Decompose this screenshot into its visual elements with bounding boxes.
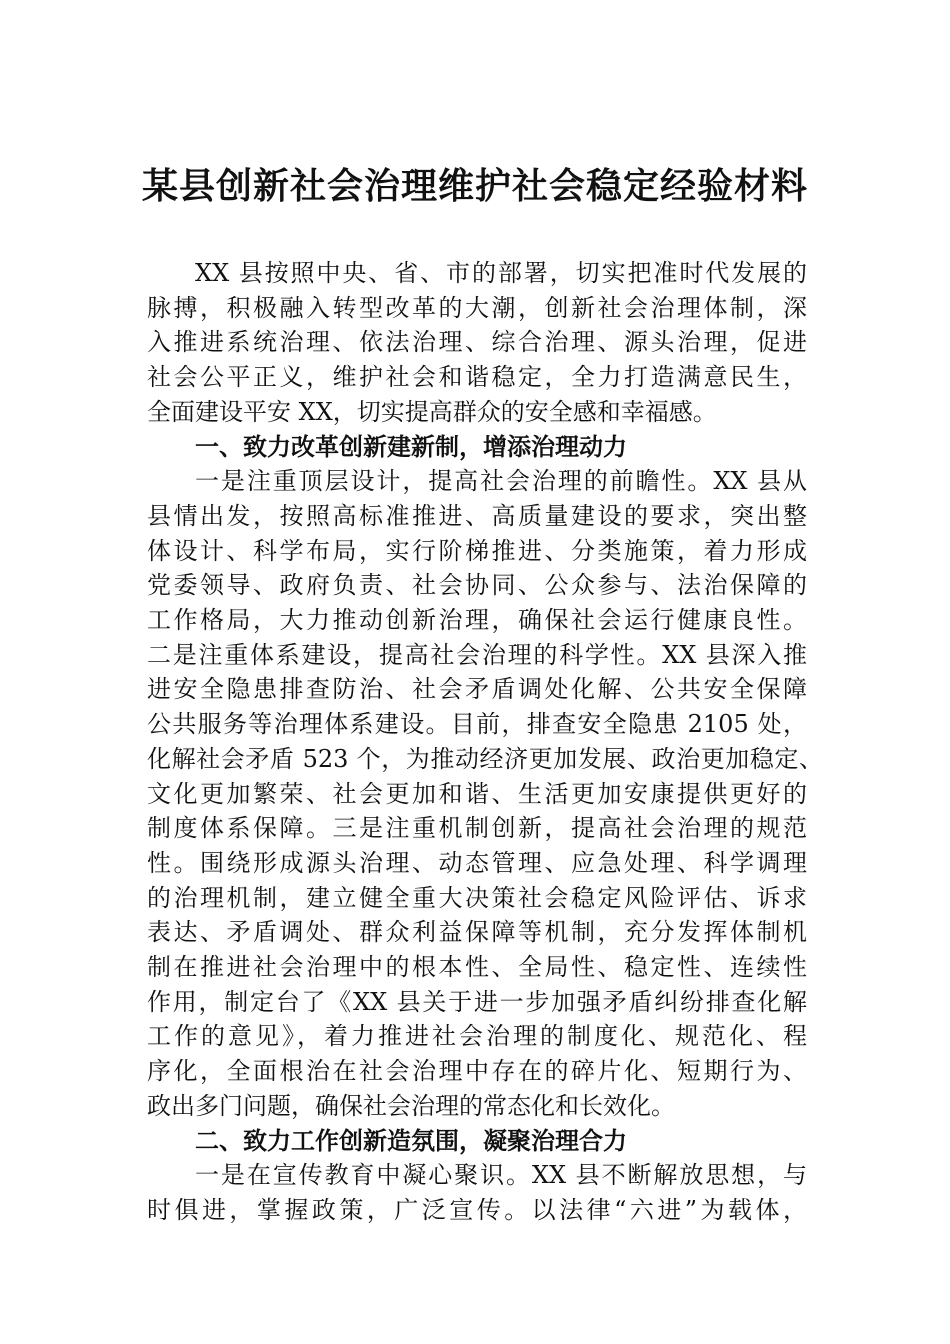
paragraph-line: 表达、矛盾调处、群众利益保障等机制，充分发挥体制机 bbox=[147, 918, 807, 947]
paragraph-line: XX 县按照中央、省、市的部署，切实把准时代发展的 bbox=[195, 259, 807, 287]
paragraph-line: 时俱进，掌握政策，广泛宣传。以法律“六进”为载体， bbox=[147, 1195, 807, 1224]
document-title: 某县创新社会治理维护社会稳定经验材料 bbox=[141, 165, 808, 207]
paragraph-line: 社会公平正义，维护社会和谐稳定，全力打造满意民生， bbox=[147, 363, 807, 392]
section-heading: 一、致力改革创新建新制，增添治理动力 bbox=[195, 432, 627, 461]
paragraph-line: 政出多门问题，确保社会治理的常态化和长效化。 bbox=[147, 1091, 675, 1120]
paragraph-line: 脉搏，积极融入转型改革的大潮，创新社会治理体制，深 bbox=[147, 293, 807, 322]
paragraph-line: 文化更加繁荣、社会更加和谐、生活更加安康提供更好的 bbox=[147, 779, 807, 808]
paragraph-line: 化解社会矛盾 523 个，为推动经济更加发展、政治更加稳定、 bbox=[147, 744, 823, 773]
paragraph-line: 公共服务等治理体系建设。目前，排查安全隐患 2105 处， bbox=[147, 710, 807, 739]
paragraph-line: 全面建设平安 XX，切实提高群众的安全感和幸福感。 bbox=[147, 397, 717, 426]
paragraph-line: 制度体系保障。三是注重机制创新，提高社会治理的规范 bbox=[147, 814, 807, 843]
paragraph-line: 制在推进社会治理中的根本性、全局性、稳定性、连续性 bbox=[147, 953, 807, 981]
paragraph-line: 序化，全面根治在社会治理中存在的碎片化、短期行为、 bbox=[147, 1057, 807, 1086]
paragraph-line: 党委领导、政府负责、社会协同、公众参与、法治保障的 bbox=[147, 571, 807, 600]
section-heading: 二、致力工作创新造氛围，凝聚治理合力 bbox=[195, 1126, 627, 1155]
paragraph-line: 一是注重顶层设计，提高社会治理的前瞻性。XX 县从 bbox=[195, 467, 807, 496]
paragraph-line: 二是注重体系建设，提高社会治理的科学性。XX 县深入推 bbox=[147, 640, 807, 669]
paragraph-line: 的治理机制，建立健全重大决策社会稳定风险评估、诉求 bbox=[147, 883, 807, 912]
paragraph-line: 入推进系统治理、依法治理、综合治理、源头治理，促进 bbox=[147, 328, 807, 357]
paragraph-line: 作用，制定台了《XX 县关于进一步加强矛盾纠纷排查化解 bbox=[147, 987, 807, 1016]
paragraph-line: 工作的意见》，着力推进社会治理的制度化、规范化、程 bbox=[147, 1022, 807, 1051]
paragraph-line: 工作格局，大力推动创新治理，确保社会运行健康良性。 bbox=[147, 606, 807, 634]
paragraph-line: 县情出发，按照高标准推进、高质量建设的要求，突出整 bbox=[147, 501, 807, 530]
paragraph-line: 一是在宣传教育中凝心聚识。XX 县不断解放思想，与 bbox=[195, 1161, 807, 1190]
paragraph-line: 体设计、科学布局，实行阶梯推进、分类施策，着力形成 bbox=[147, 536, 807, 565]
paragraph-line: 性。围绕形成源头治理、动态管理、应急处理、科学调理 bbox=[147, 848, 807, 877]
paragraph-line: 进安全隐患排查防治、社会矛盾调处化解、公共安全保障 bbox=[147, 675, 807, 704]
